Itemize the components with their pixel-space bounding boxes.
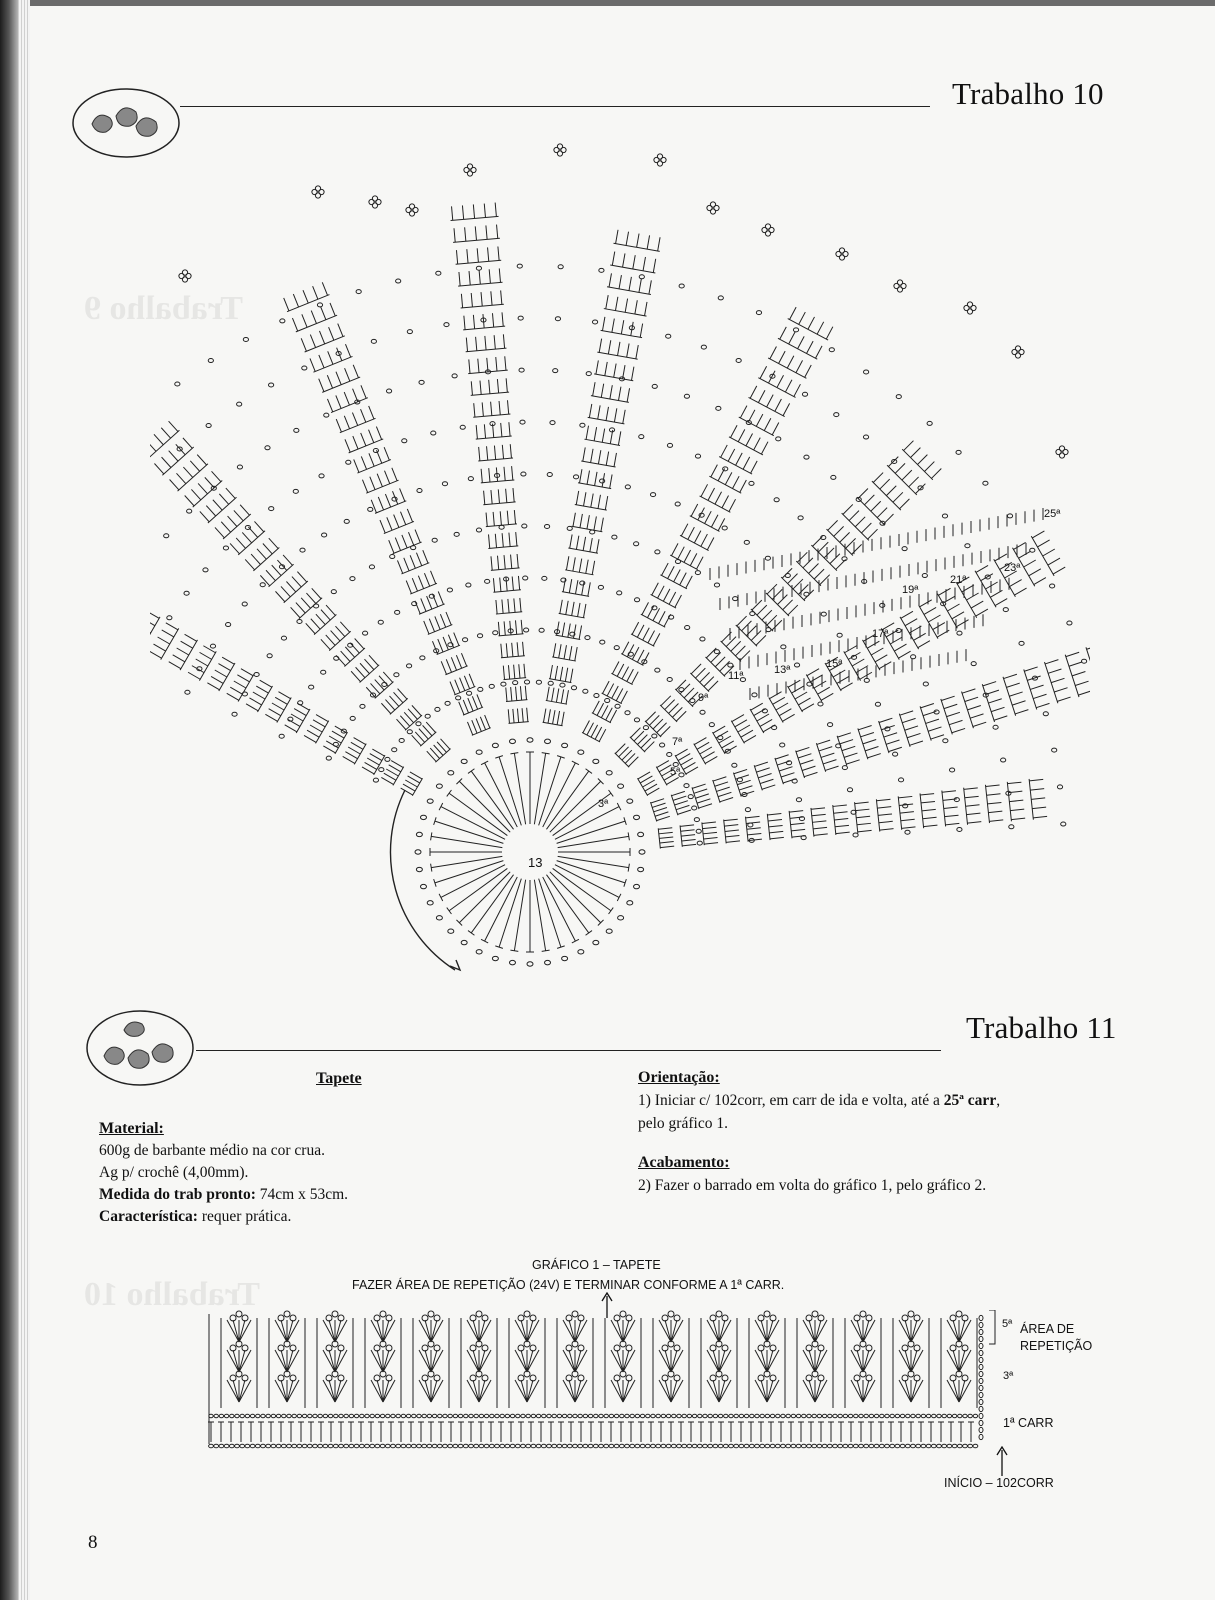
orientacao-heading: Orientação:	[638, 1069, 720, 1086]
orientacao-line	[638, 1089, 1078, 1112]
caracteristica-line	[99, 1206, 429, 1228]
medida-label: Medida do trab pronto:	[99, 1186, 256, 1203]
round-label: 11ª	[728, 670, 744, 682]
label-repeat-area-2: REPETIÇÃO	[1020, 1339, 1093, 1353]
medida-value: 74cm x 53cm.	[255, 1186, 349, 1203]
label-start: INÍCIO – 102CORR	[944, 1476, 1054, 1490]
page-number: 8	[88, 1532, 98, 1553]
caracteristica-label: Característica:	[99, 1208, 198, 1225]
orientacao-bold: 25ª carr	[943, 1092, 997, 1109]
trabalho10-title: Trabalho 10	[952, 76, 1104, 111]
round-label: 19ª	[902, 584, 919, 596]
round-label: 5ª	[670, 766, 681, 778]
acabamento-line: 2) Fazer o barrado em volta do gráfico 1, pelo gráfico 2.	[638, 1177, 987, 1194]
material-line: Ag p/ crochê (4,00mm).	[99, 1164, 249, 1181]
round-label: 3ª	[598, 798, 609, 810]
round-label: 21ª	[950, 574, 967, 586]
crochet-chart-trabalho10	[150, 140, 1090, 1010]
grafico1-instruction: FAZER ÁREA DE REPETIÇÃO (24V) E TERMINAR CONFORME A 1ª CARR.	[352, 1278, 785, 1292]
round-label: 17ª	[872, 628, 889, 640]
round-label: 9ª	[698, 692, 709, 704]
orientacao-text: ,	[996, 1092, 1001, 1109]
tapete-subtitle	[316, 1068, 362, 1090]
round-label: 23ª	[1004, 562, 1021, 574]
trabalho11-title: Trabalho 11	[966, 1010, 1117, 1045]
label-row3: 3ª	[1003, 1370, 1014, 1382]
round-label: 15ª	[826, 658, 843, 670]
crochet-chart-grafico1	[205, 1310, 1015, 1460]
caracteristica-value: requer prática.	[197, 1208, 292, 1225]
orientacao-text: 1) Iniciar c/ 102corr, em carr de ida e volta, até a	[638, 1092, 944, 1109]
show-through-text: Trabalho 10	[84, 1276, 261, 1313]
round-label: 7ª	[672, 736, 683, 748]
subtitle-text: Tapete	[316, 1070, 362, 1087]
round-label: 13ª	[774, 664, 791, 676]
orientacao-line: pelo gráfico 1.	[638, 1115, 728, 1132]
material-block	[99, 1118, 429, 1228]
acabamento-heading: Acabamento:	[638, 1154, 730, 1171]
header-rule	[180, 106, 930, 107]
medida-line	[99, 1184, 429, 1206]
material-line: 600g de barbante médio na cor crua.	[99, 1142, 325, 1159]
start-arrow	[996, 1446, 1008, 1476]
center-label: 13	[528, 855, 543, 870]
label-repeat-area: ÁREA DE	[1020, 1322, 1075, 1336]
grafico1-title: GRÁFICO 1 – TAPETE	[532, 1258, 661, 1272]
orientacao-block	[638, 1066, 1078, 1197]
show-through-text: Trabalho 9	[84, 290, 244, 327]
shell-logo	[84, 1008, 196, 1088]
material-heading: Material:	[99, 1120, 164, 1137]
header-rule	[196, 1050, 941, 1051]
round-label: 25ª	[1044, 508, 1061, 520]
label-row5: 5ª	[1002, 1318, 1013, 1330]
page-edges	[18, 0, 30, 1600]
label-row1: 1ª CARR	[1003, 1416, 1054, 1430]
